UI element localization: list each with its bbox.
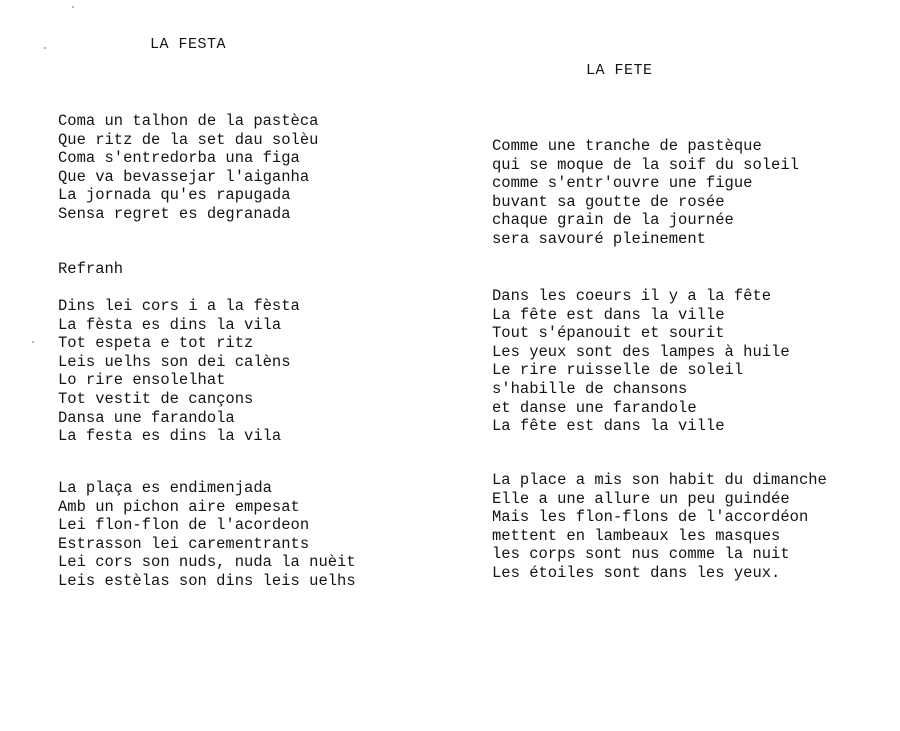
poem-line: Coma s'entredorba una figa	[58, 149, 300, 168]
scan-speck	[44, 47, 46, 49]
occitan-stanza-3	[58, 479, 356, 591]
poem-line: Dansa une farandola	[58, 408, 235, 427]
poem-line: chaque grain de la journée	[492, 211, 734, 230]
poem-line: La jornada qu'es rapugada	[58, 186, 291, 205]
poem-line: Elle a une allure un peu guindée	[492, 489, 790, 508]
poem-line: Les yeux sont des lampes à huile	[492, 342, 790, 361]
occitan-poem-title: LA FESTA	[150, 36, 227, 53]
poem-line: Comme une tranche de pastèque	[492, 137, 762, 155]
poem-line: La place a mis son habit du dimanche	[492, 471, 827, 489]
scan-speck	[72, 6, 74, 8]
poem-line: Leis uelhs son dei calèns	[58, 352, 291, 371]
poem-line: les corps sont nus comme la nuit	[492, 545, 790, 564]
occitan-refrain-stanza	[58, 297, 300, 446]
scan-speck	[32, 341, 34, 343]
poem-line: sera savouré pleinement	[492, 229, 706, 248]
poem-line: comme s'entr'ouvre une figue	[492, 174, 753, 193]
poem-line: Amb un pichon aire empesat	[58, 497, 300, 516]
poem-line: La fête est dans la ville	[492, 305, 725, 324]
poem-line: La fête est dans la ville	[492, 417, 725, 436]
poem-line: La festa es dins la vila	[58, 427, 282, 446]
poem-line: et danse une farandole	[492, 398, 697, 417]
poem-line: Le rire ruisselle de soleil	[492, 361, 744, 380]
poem-line: Sensa regret es degranada	[58, 204, 291, 223]
french-poem-title: LA FETE	[586, 62, 653, 79]
poem-line: La plaça es endimenjada	[58, 479, 272, 497]
poem-line: La fèsta es dins la vila	[58, 315, 282, 334]
poem-line: Mais les flon-flons de l'accordéon	[492, 508, 809, 527]
poem-line: Leis estèlas son dins leis uelhs	[58, 571, 356, 590]
poem-line: Tot espeta e tot ritz	[58, 334, 254, 353]
poem-line: Dins lei cors i a la fèsta	[58, 297, 300, 315]
poem-line: mettent en lambeaux les masques	[492, 526, 781, 545]
poem-line: Lei cors son nuds, nuda la nuèit	[58, 553, 356, 572]
poem-line: Que ritz de la set dau solèu	[58, 130, 319, 149]
poem-line: Tot vestit de cançons	[58, 389, 254, 408]
occitan-stanza-1	[58, 112, 318, 224]
poem-line: qui se moque de la soif du soleil	[492, 155, 799, 174]
poem-line: Lo rire ensolelhat	[58, 371, 226, 390]
poem-line: Tout s'épanouit et sourit	[492, 324, 725, 343]
poem-line: Que va bevassejar l'aiganha	[58, 167, 310, 186]
poem-line: Coma un talhon de la pastèca	[58, 112, 319, 130]
poem-line: buvant sa goutte de rosée	[492, 192, 725, 211]
poem-line: Dans les coeurs il y a la fête	[492, 287, 772, 305]
french-stanza-1	[492, 137, 799, 249]
poem-line: s'habille de chansons	[492, 379, 688, 398]
poem-line: Lei flon-flon de l'acordeon	[58, 516, 310, 535]
french-stanza-2	[492, 287, 790, 436]
poem-line: Estrasson lei carementrants	[58, 534, 310, 553]
french-stanza-3	[492, 471, 827, 583]
refrain-label: Refranh	[58, 260, 124, 278]
poem-line: Les étoiles sont dans les yeux.	[492, 563, 781, 582]
